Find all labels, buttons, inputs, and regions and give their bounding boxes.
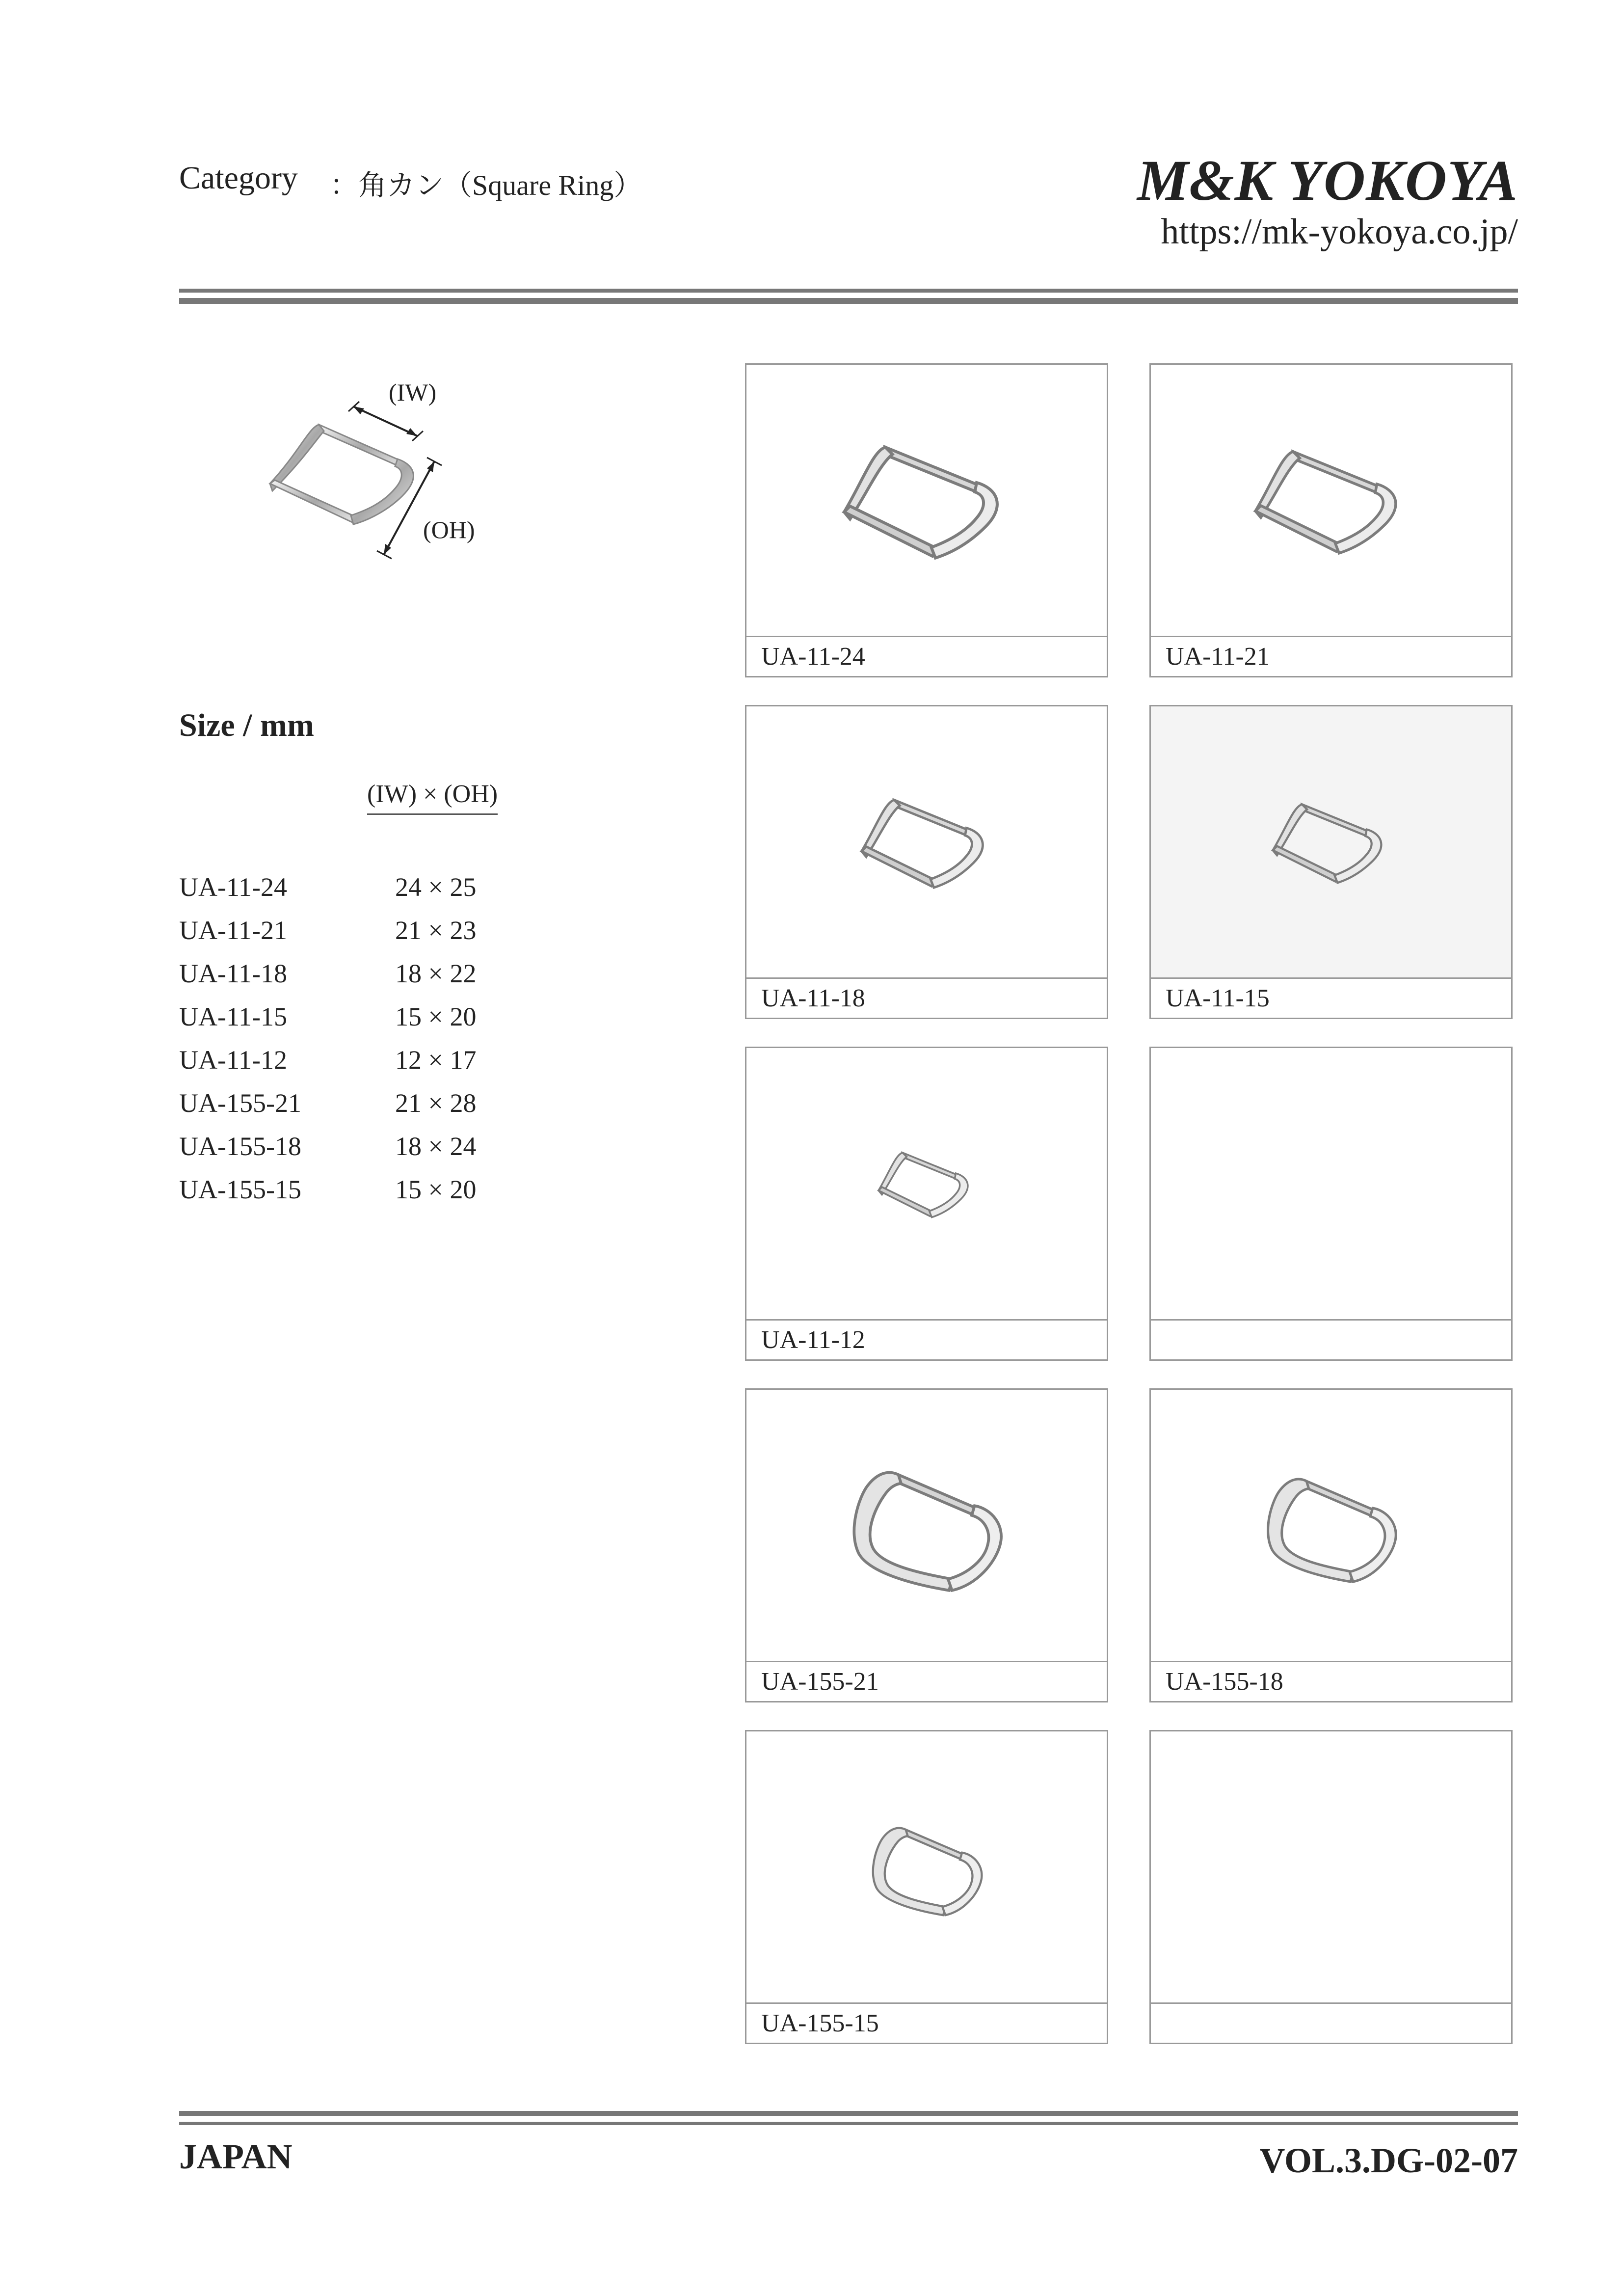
product-caption xyxy=(1151,2002,1511,2043)
product-photo xyxy=(1151,1390,1511,1661)
category-value: ：角カン（Square Ring） xyxy=(330,169,642,201)
product-photo xyxy=(746,1731,1107,2002)
product-photo xyxy=(746,706,1107,977)
square-ring-icon xyxy=(875,1142,978,1225)
product-photo xyxy=(746,1390,1107,1661)
header-rule-thin xyxy=(179,298,1518,304)
size-row-code: UA-11-24 xyxy=(179,872,287,902)
header-rule-thick xyxy=(179,289,1518,293)
size-table xyxy=(179,865,476,1211)
size-row-code: UA-11-21 xyxy=(179,916,287,945)
d-ring-icon xyxy=(860,1813,993,1921)
product-card xyxy=(745,1388,1108,1702)
product-photo xyxy=(1151,1731,1511,2002)
category-label: Category xyxy=(179,160,298,196)
product-caption: UA-11-18 xyxy=(746,977,1107,1018)
size-row xyxy=(179,1168,476,1211)
size-row-dimensions: 21 × 23 xyxy=(395,916,477,945)
oh-label: (OH) xyxy=(423,516,475,543)
size-row-dimensions: 12 × 17 xyxy=(395,1045,477,1075)
size-row xyxy=(179,909,476,952)
product-photo xyxy=(746,365,1107,636)
square-ring-icon xyxy=(1269,792,1394,892)
size-row-code: UA-155-18 xyxy=(179,1132,301,1161)
empty-product-card xyxy=(1149,1047,1513,1361)
footer-volume: VOL.3.DG-02-07 xyxy=(1259,2141,1518,2180)
footer-rule-thin xyxy=(179,2122,1518,2125)
product-caption: UA-155-21 xyxy=(746,1661,1107,1701)
product-photo xyxy=(1151,1048,1511,1319)
square-ring-diagram-icon xyxy=(255,373,510,579)
d-ring-icon xyxy=(1252,1461,1410,1589)
square-ring-icon xyxy=(1250,435,1412,565)
size-row xyxy=(179,1125,476,1168)
size-row xyxy=(179,952,476,995)
size-row-code: UA-11-18 xyxy=(179,959,287,988)
product-card xyxy=(1149,363,1513,677)
website-url[interactable]: https://mk-yokoya.co.jp/ xyxy=(1161,212,1518,252)
product-card xyxy=(1149,1388,1513,1702)
size-row-dimensions: 18 × 24 xyxy=(395,1132,477,1161)
size-table-header: (IW) × (OH) xyxy=(367,780,498,815)
size-row-dimensions: 24 × 25 xyxy=(395,872,477,902)
product-caption: UA-11-21 xyxy=(1151,636,1511,676)
product-caption: UA-11-15 xyxy=(1151,977,1511,1018)
d-ring-icon xyxy=(836,1452,1017,1599)
product-caption: UA-155-18 xyxy=(1151,1661,1511,1701)
product-card xyxy=(1149,705,1513,1019)
square-ring-icon xyxy=(838,430,1015,571)
size-row-code: UA-155-21 xyxy=(179,1088,301,1118)
product-caption: UA-11-24 xyxy=(746,636,1107,676)
size-title: Size / mm xyxy=(179,707,314,743)
product-photo xyxy=(1151,706,1511,977)
size-row-code: UA-11-12 xyxy=(179,1045,287,1075)
product-caption xyxy=(1151,1319,1511,1359)
product-caption: UA-155-15 xyxy=(746,2002,1107,2043)
product-card xyxy=(745,1047,1108,1361)
size-row xyxy=(179,1038,476,1081)
product-card xyxy=(745,363,1108,677)
footer-rule-thick xyxy=(179,2111,1518,2116)
size-row-dimensions: 18 × 22 xyxy=(395,959,477,988)
size-row-dimensions: 21 × 28 xyxy=(395,1088,477,1118)
product-photo xyxy=(746,1048,1107,1319)
footer-country: JAPAN xyxy=(179,2137,293,2176)
size-row-dimensions: 15 × 20 xyxy=(395,1175,477,1204)
size-row xyxy=(179,865,476,909)
size-row-code: UA-11-15 xyxy=(179,1002,287,1031)
product-card xyxy=(745,1730,1108,2044)
size-row xyxy=(179,1081,476,1125)
dimension-diagram xyxy=(255,373,510,579)
size-row-dimensions: 15 × 20 xyxy=(395,1002,477,1031)
product-caption: UA-11-12 xyxy=(746,1319,1107,1359)
iw-label: (IW) xyxy=(389,378,437,406)
size-row-code: UA-155-15 xyxy=(179,1175,301,1204)
empty-product-card xyxy=(1149,1730,1513,2044)
size-row xyxy=(179,995,476,1038)
product-card xyxy=(745,705,1108,1019)
brand-logo-text: M&K YOKOYA xyxy=(1137,148,1518,213)
square-ring-icon xyxy=(857,786,997,898)
product-photo xyxy=(1151,365,1511,636)
